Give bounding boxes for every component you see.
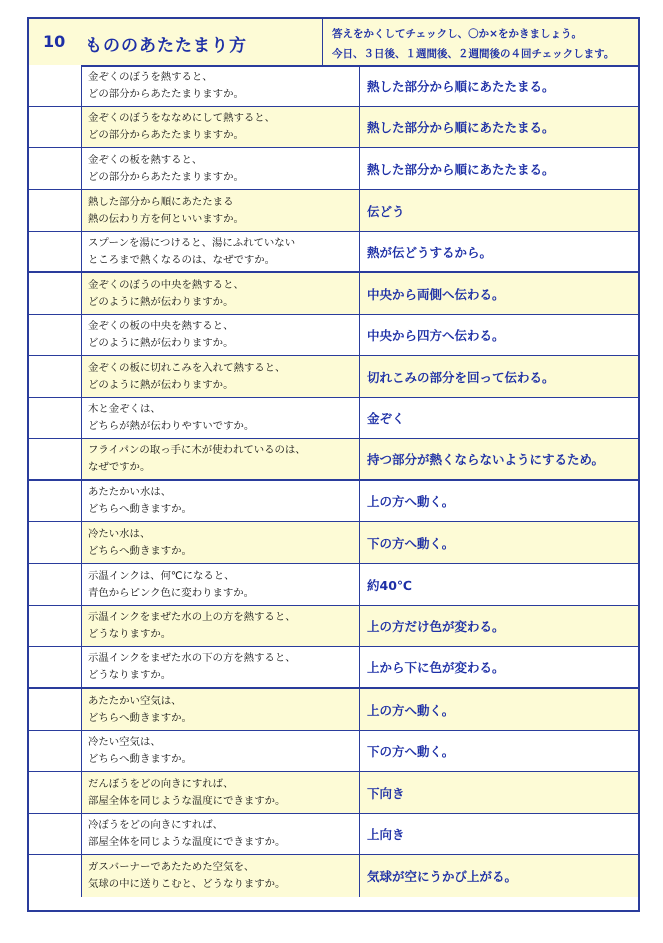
question-row [29,772,638,814]
check-box-1[interactable] [29,65,43,106]
question-line-2: どちらへ動きますか。 [88,544,192,557]
check-box-4[interactable] [68,439,82,479]
question-line-1: あたたかい空気は、 [88,694,182,707]
question-row [29,315,638,356]
check-box-1[interactable] [29,689,43,730]
answer-cell: 上の方へ動く。 [360,689,638,730]
check-box-2[interactable] [42,315,56,355]
check-box-4[interactable] [68,564,82,605]
question-line-2: どの部分からあたたまりますか。 [88,129,244,141]
check-box-2[interactable] [42,65,56,106]
check-box-4[interactable] [68,731,82,771]
question-row [29,689,638,731]
check-box-4[interactable] [68,315,82,355]
answer-cell: 上から下に色が変わる。 [367,660,505,675]
check-box-4[interactable] [68,606,82,646]
question-line-1: 示温インクをまぜた水の下の方を熱すると、 [88,652,296,664]
question-row [29,398,638,439]
check-box-4[interactable] [68,772,82,813]
check-box-2[interactable] [42,273,56,314]
question-line-1: 冷ぼうをどの向きにすれば、 [88,819,224,831]
question-row [29,190,638,232]
check-box-2[interactable] [42,814,56,854]
instruction-line-1: 答えをかくしてチェックし、〇か×をかきましょう。 [332,28,582,40]
question-cell [82,356,360,397]
check-box-1[interactable] [29,107,43,147]
check-box-3[interactable] [55,814,69,854]
question-line-1: 金ぞくのぼうをななめにして熱すると、 [88,112,276,124]
check-box-2[interactable] [42,564,56,605]
question-line-1: 金ぞくのぼうの中央を熱すると、 [88,278,244,291]
check-box-2[interactable] [42,356,56,397]
check-box-4[interactable] [68,647,82,687]
sheet-header [29,19,638,67]
answer-cell: 下の方へ動く。 [360,522,638,563]
check-box-4[interactable] [68,356,82,397]
question-row [29,522,638,564]
answer-cell: 上の方へ動く。 [367,494,455,509]
question-line-2: 部屋全体を同じような温度にできますか。 [88,836,286,848]
question-cell [82,855,360,897]
check-box-3[interactable] [55,481,69,521]
check-box-3[interactable] [55,564,69,605]
question-row [29,731,638,772]
question-line-2: ところまで熱くなるのは、なぜですか。 [88,253,276,266]
check-box-3[interactable] [55,689,69,730]
check-box-4[interactable] [68,232,82,271]
answer-cell: 熱した部分から順にあたたまる。 [360,107,638,147]
unit-number: 10 [43,32,66,51]
check-box-4[interactable] [68,814,82,854]
check-box-3[interactable] [55,356,69,397]
check-box-2[interactable] [42,522,56,563]
check-box-1[interactable] [29,564,43,605]
answer-cell: 下向き [360,772,638,813]
title-cell [29,19,323,65]
question-cell [82,606,360,646]
question-line-1: 金ぞくのぼうを熱すると、 [88,70,213,83]
question-cell [82,564,360,605]
question-cell [82,398,360,438]
answer-cell: 中央から四方へ伝わる。 [367,328,505,343]
check-box-1[interactable] [29,606,43,646]
question-cell [82,65,360,106]
question-line-1: ガスバーナーであたためた空気を、 [88,861,255,873]
check-box-4[interactable] [68,481,82,521]
answer-cell: 切れこみの部分を回って伝わる。 [360,356,638,397]
question-line-1: 金ぞくの板に切れこみを入れて熱すると、 [88,361,286,374]
question-line-2: どのように熱が伝わりますか。 [88,295,234,308]
question-line-1: フライパンの取っ手に木が使われているのは、 [88,444,306,456]
quiz-sheet [27,17,640,912]
check-box-4[interactable] [68,107,82,147]
check-box-2[interactable] [42,232,56,271]
question-row [29,148,638,190]
question-line-1: 木と金ぞくは、 [88,403,161,415]
question-cell [82,273,360,314]
question-row [29,273,638,315]
check-box-2[interactable] [42,107,56,147]
check-box-3[interactable] [55,772,69,813]
question-row [29,356,638,398]
question-line-2: どうなりますか。 [88,669,172,681]
check-box-2[interactable] [42,606,56,646]
question-row [29,814,638,855]
check-box-1[interactable] [29,855,43,897]
question-line-2: 熱の伝わり方を何といいますか。 [88,212,244,225]
question-cell [82,522,360,563]
question-line-2: 青色からピンク色に変わりますか。 [88,586,255,599]
check-box-3[interactable] [55,647,69,687]
check-box-2[interactable] [42,647,56,687]
check-box-2[interactable] [42,731,56,771]
check-box-4[interactable] [68,190,82,231]
check-box-3[interactable] [55,606,69,646]
check-box-1[interactable] [29,315,43,355]
check-box-1[interactable] [29,522,43,563]
question-line-1: 金ぞくの板を熱すると、 [88,153,203,166]
question-cell [82,439,360,479]
question-row [29,606,638,647]
question-row [29,647,638,689]
answer-cell: 上向き [367,827,405,842]
question-line-2: どのように熱が伝わりますか。 [88,378,234,391]
question-cell [82,315,360,355]
question-row [29,65,638,107]
question-line-1: あたたかい水は、 [88,486,172,498]
question-row [29,439,638,481]
check-box-1[interactable] [29,232,43,271]
check-box-4[interactable] [68,689,82,730]
check-box-1[interactable] [29,731,43,771]
check-box-2[interactable] [42,689,56,730]
question-line-2: どちらへ動きますか。 [88,711,192,724]
check-box-1[interactable] [29,772,43,813]
question-line-1: 示温インクは、何℃になると、 [88,569,235,582]
answer-cell: 約40℃ [367,577,413,593]
check-box-2[interactable] [42,855,56,897]
unit-title: もののあたたまり方 [85,36,247,56]
check-box-2[interactable] [42,481,56,521]
question-line-2: どの部分からあたたまりますか。 [88,87,244,100]
question-line-2: どちらへ動きますか。 [88,503,192,515]
question-cell [82,107,360,147]
question-line-2: どちらへ動きますか。 [88,753,192,765]
question-row [29,855,638,897]
question-line-1: 金ぞくの板の中央を熱すると、 [88,320,234,332]
answer-cell: 伝どう [360,190,638,231]
check-box-3[interactable] [55,232,69,271]
question-cell [82,232,360,271]
answer-cell: 下の方へ動く。 [367,744,455,759]
question-line-2: 部屋全体を同じような温度にできますか。 [88,794,286,807]
question-line-2: なぜですか。 [88,461,151,473]
check-box-1[interactable] [29,273,43,314]
question-row [29,564,638,606]
question-row [29,481,638,522]
question-row [29,107,638,148]
check-box-2[interactable] [42,772,56,813]
answer-cell: 熱した部分から順にあたたまる。 [367,161,555,177]
check-box-4[interactable] [68,273,82,314]
check-box-1[interactable] [29,814,43,854]
check-box-2[interactable] [42,398,56,438]
question-cell [82,481,360,521]
check-box-3[interactable] [55,148,69,189]
check-box-3[interactable] [55,398,69,438]
check-box-2[interactable] [42,148,56,189]
check-box-1[interactable] [29,190,43,231]
answer-cell: 上の方だけ色が変わる。 [360,606,638,646]
check-box-3[interactable] [55,522,69,563]
check-box-1[interactable] [29,356,43,397]
question-cell [82,814,360,854]
question-line-2: どうなりますか。 [88,628,172,640]
question-line-1: 冷たい水は、 [88,527,151,540]
check-box-2[interactable] [42,439,56,479]
check-box-4[interactable] [68,398,82,438]
check-box-1[interactable] [29,439,43,479]
question-cell [82,647,360,687]
check-box-4[interactable] [68,148,82,189]
question-row [29,232,638,273]
answer-cell: 持つ部分が熱くならないようにするため。 [360,439,638,479]
check-box-4[interactable] [68,855,82,897]
check-box-3[interactable] [55,190,69,231]
question-line-1: 冷たい空気は、 [88,736,161,748]
question-line-2: どの部分からあたたまりますか。 [88,170,244,183]
check-box-3[interactable] [55,439,69,479]
question-line-1: 示温インクをまぜた水の上の方を熱すると、 [88,611,296,623]
question-line-2: どちらが熱が伝わりやすいですか。 [88,420,255,432]
question-line-2: 気球の中に送りこむと、どうなりますか。 [88,878,286,890]
check-box-3[interactable] [55,65,69,106]
answer-cell: 中央から両側へ伝わる。 [360,273,638,314]
question-line-1: スプーンを湯につけると、湯にふれていない [88,236,296,249]
answer-cell: 金ぞく [367,411,405,426]
check-box-3[interactable] [55,315,69,355]
question-cell [82,731,360,771]
check-box-3[interactable] [55,855,69,897]
question-cell [82,689,360,730]
question-line-1: 熱した部分から順にあたたまる [88,195,234,208]
check-box-3[interactable] [55,107,69,147]
question-line-2: どのように熱が伝わりますか。 [88,337,234,349]
check-box-3[interactable] [55,273,69,314]
check-box-4[interactable] [68,522,82,563]
instruction-line-2: 今日、３日後、１週間後、２週間後の４回チェックします。 [332,48,615,60]
answer-cell: 気球が空にうかび上がる。 [360,855,638,897]
question-cell [82,148,360,189]
check-box-1[interactable] [29,398,43,438]
check-box-4[interactable] [68,65,82,106]
question-cell [82,772,360,813]
check-box-2[interactable] [42,190,56,231]
check-box-1[interactable] [29,148,43,189]
check-box-1[interactable] [29,647,43,687]
answer-cell: 熱が伝どうするから。 [367,244,493,260]
answer-cell: 熱した部分から順にあたたまる。 [367,78,555,94]
question-cell [82,190,360,231]
check-box-1[interactable] [29,481,43,521]
question-line-1: だんぼうをどの向きにすれば、 [88,777,234,790]
check-box-3[interactable] [55,731,69,771]
